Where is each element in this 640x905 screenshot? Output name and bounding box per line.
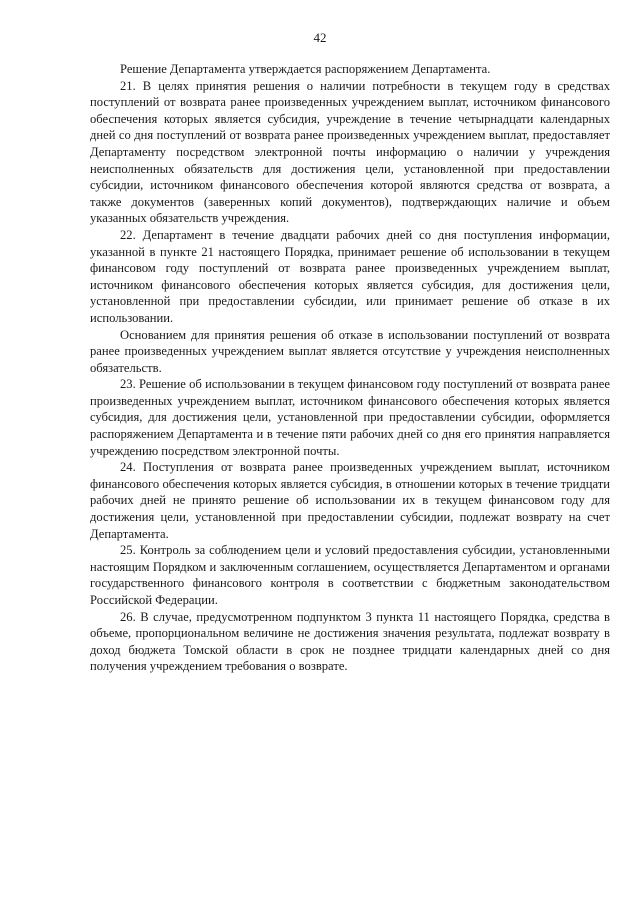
document-body — [90, 61, 610, 675]
paragraph-refusal-grounds: Основанием для принятия решения об отказе в использовании поступлений от возврата ранее произведенных учреждением выплат является отсутствие у учреждения неисполненных обязательств. — [90, 327, 610, 375]
paragraph-item-25: 25. Контроль за соблюдением цели и условий предоставления субсидии, установленными настоящим Порядком и заключенным соглашением, осуществляется Департаментом и органами государственного финансового контроля в соответствии с бюджетным законодательством Российской Федерации. — [90, 543, 610, 607]
paragraph-item-26: 26. В случае, предусмотренном подпунктом 3 пункта 11 настоящего Порядка, средства в объеме, пропорциональном величине не достижения значения результата, подлежат возврату в доход бюджета Томской области в срок не позднее тридцати календарных дней со дня получения учреждением требования о возврате. — [90, 609, 610, 674]
page-number: 42 — [313, 30, 327, 45]
paragraph-item-23: 23. Решение об использовании в текущем финансовом году поступлений от возврата ранее произведенных учреждением выплат, источником финансового обеспечения которых является субсидия, для достижения цели, установленной при предоставлении субсидии, оформляется распоряжением Департамента и в течение пяти рабочих дней со дня его принятия направляется учреждению посредством электронной почты. — [90, 377, 610, 458]
paragraph-item-22: 22. Департамент в течение двадцати рабочих дней со дня поступления информации, указанной в пункте 21 настоящего Порядка, принимает решение об использовании в текущем финансовом году поступлений от возврата ранее произведенных учреждением выплат, источником финансового обеспечения которых является субсидия, для достижения цели, установленной при предоставлении субсидии, или принимает решение об отказе в их использовании. — [90, 227, 610, 325]
paragraph-item-21: 21. В целях принятия решения о наличии потребности в текущем году в средствах поступлений от возврата ранее произведенных учреждением выплат, источником финансового обеспечения которых является субсидия, учреждение в течение четырнадцати календарных дней со дня поступлений от возврата ранее произведенных учреждением выплат, предоставляет Департаменту посредством электронной почты информацию о наличии у учреждения неисполненных обязательств для достижения цели, установленной при предоставлении субсидии, источником финансового обеспечения которой являются средства от возврата, а также документов (заверенных копий документов), подтверждающих наличие и объем указанных обязательств учреждения. — [90, 78, 610, 226]
paragraph-item-24: 24. Поступления от возврата ранее произведенных учреждением выплат, источником финансового обеспечения которых является субсидия, в отношении которых в течение тридцати рабочих дней не принято решение об использовании их в текущем финансовом году для достижения цели, установленной при предоставлении субсидии, подлежат возврату на счет Департамента. — [90, 460, 610, 541]
paragraph-decision-approval: Решение Департамента утверждается распоряжением Департамента. — [120, 62, 491, 76]
